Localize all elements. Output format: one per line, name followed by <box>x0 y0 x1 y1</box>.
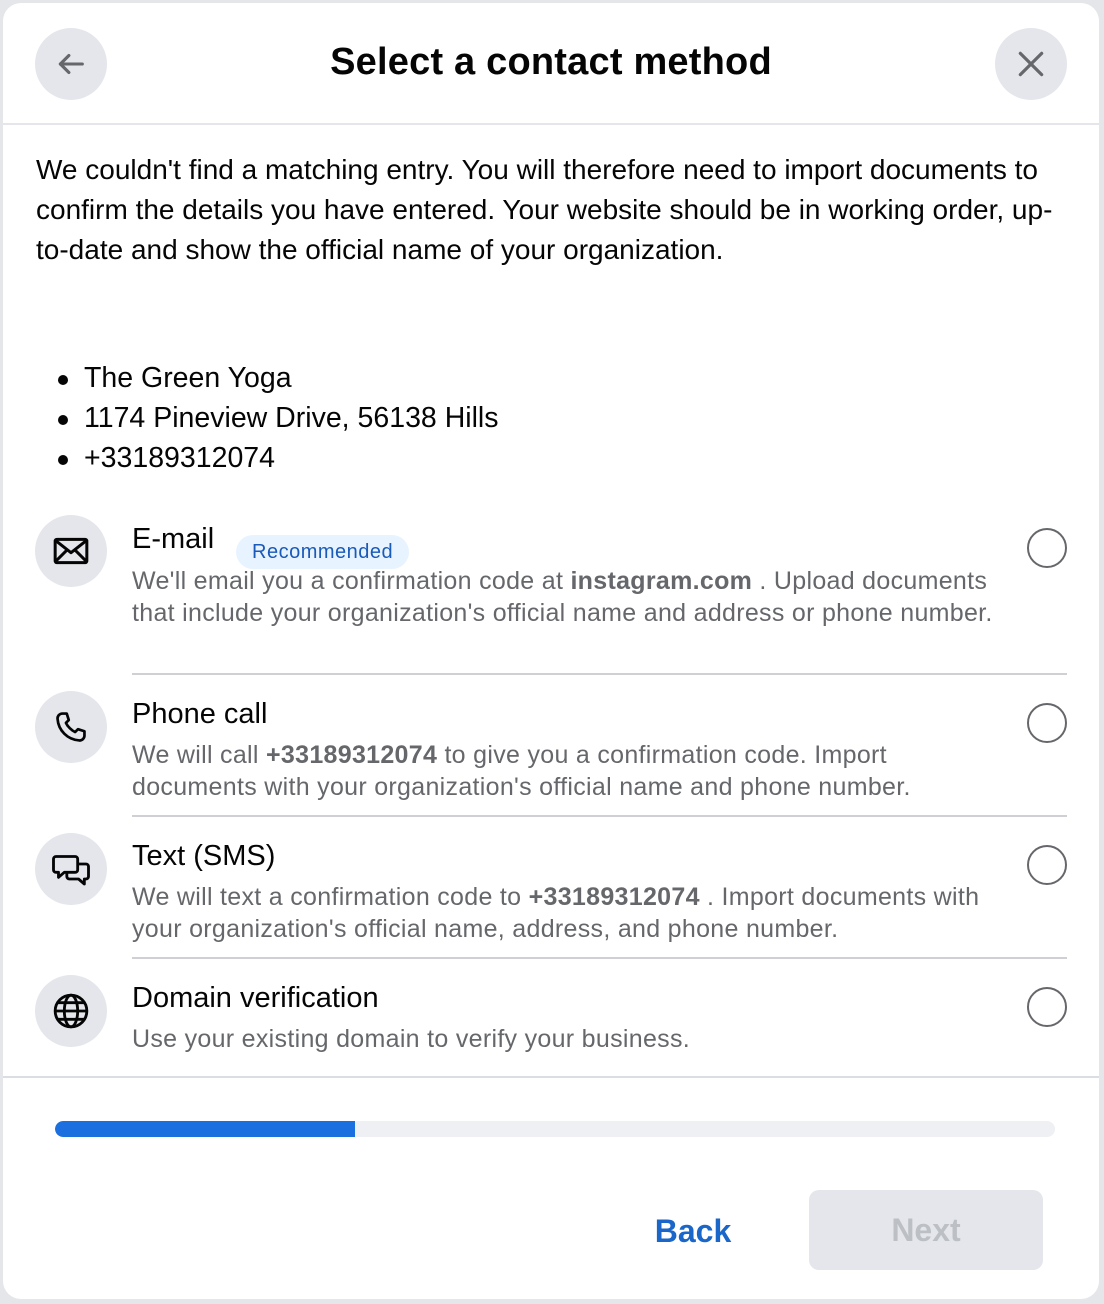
business-name: The Green Yoga <box>36 358 499 398</box>
option-domain-verification[interactable] <box>3 975 1099 1065</box>
option-phone-call-title: Phone call <box>132 698 268 730</box>
option-domain-icon-wrap <box>35 975 107 1047</box>
option-email-title: E-mail <box>132 523 215 555</box>
option-divider <box>132 957 1067 959</box>
close-icon <box>1015 48 1047 80</box>
option-domain-radio[interactable] <box>1027 987 1067 1027</box>
business-details-list <box>36 358 499 478</box>
phone-icon <box>52 708 90 746</box>
option-email[interactable] <box>3 515 1099 673</box>
next-button[interactable]: Next <box>809 1190 1043 1270</box>
close-button[interactable] <box>995 28 1067 100</box>
option-email-description: We'll email you a confirmation code at instagram.com . Upload documents that include your organization's official name and address or phone number. <box>132 567 993 627</box>
option-sms-icon-wrap <box>35 833 107 905</box>
email-domain: instagram.com <box>570 567 753 595</box>
dialog-title: Select a contact method <box>330 41 772 83</box>
progress-bar-fill <box>55 1121 355 1137</box>
option-divider <box>132 815 1067 817</box>
back-button[interactable]: Back <box>654 1212 732 1249</box>
option-sms-description: We will text a confirmation code to +33189312074 . Import documents with your organization's official name, address, and phone number. <box>132 883 980 943</box>
option-sms-radio[interactable] <box>1027 845 1067 885</box>
option-sms[interactable] <box>3 833 1099 959</box>
globe-icon <box>51 991 91 1031</box>
option-phone-call-description: We will call +33189312074 to give you a confirmation code. Import documents with your organization's official name and phone number. <box>132 741 911 801</box>
recommended-badge: Recommended <box>236 535 409 569</box>
option-email-icon-wrap <box>35 515 107 587</box>
option-divider <box>132 673 1067 675</box>
option-email-radio[interactable] <box>1027 528 1067 568</box>
footer-divider <box>3 1076 1099 1078</box>
option-domain-description: Use your existing domain to verify your business. <box>132 1025 690 1053</box>
sms-number: +33189312074 <box>528 883 700 911</box>
chat-bubbles-icon <box>51 849 91 889</box>
dialog-header <box>3 3 1099 125</box>
contact-method-dialog <box>3 3 1099 1299</box>
envelope-icon <box>51 531 91 571</box>
option-phone-call-radio[interactable] <box>1027 703 1067 743</box>
option-phone-icon-wrap <box>35 691 107 763</box>
business-phone: +33189312074 <box>36 438 499 478</box>
business-address: 1174 Pineview Drive, 56138 Hills <box>36 398 499 438</box>
phone-number: +33189312074 <box>266 741 438 769</box>
option-domain-title: Domain verification <box>132 982 379 1014</box>
option-sms-title: Text (SMS) <box>132 840 276 872</box>
progress-bar <box>55 1121 1055 1137</box>
option-phone-call[interactable] <box>3 691 1099 817</box>
intro-text: We couldn't find a matching entry. You will therefore need to import documents to confirm the details you have entered. Your website should be in working order, up-to-date and show the official name of your organization. <box>36 154 1053 265</box>
